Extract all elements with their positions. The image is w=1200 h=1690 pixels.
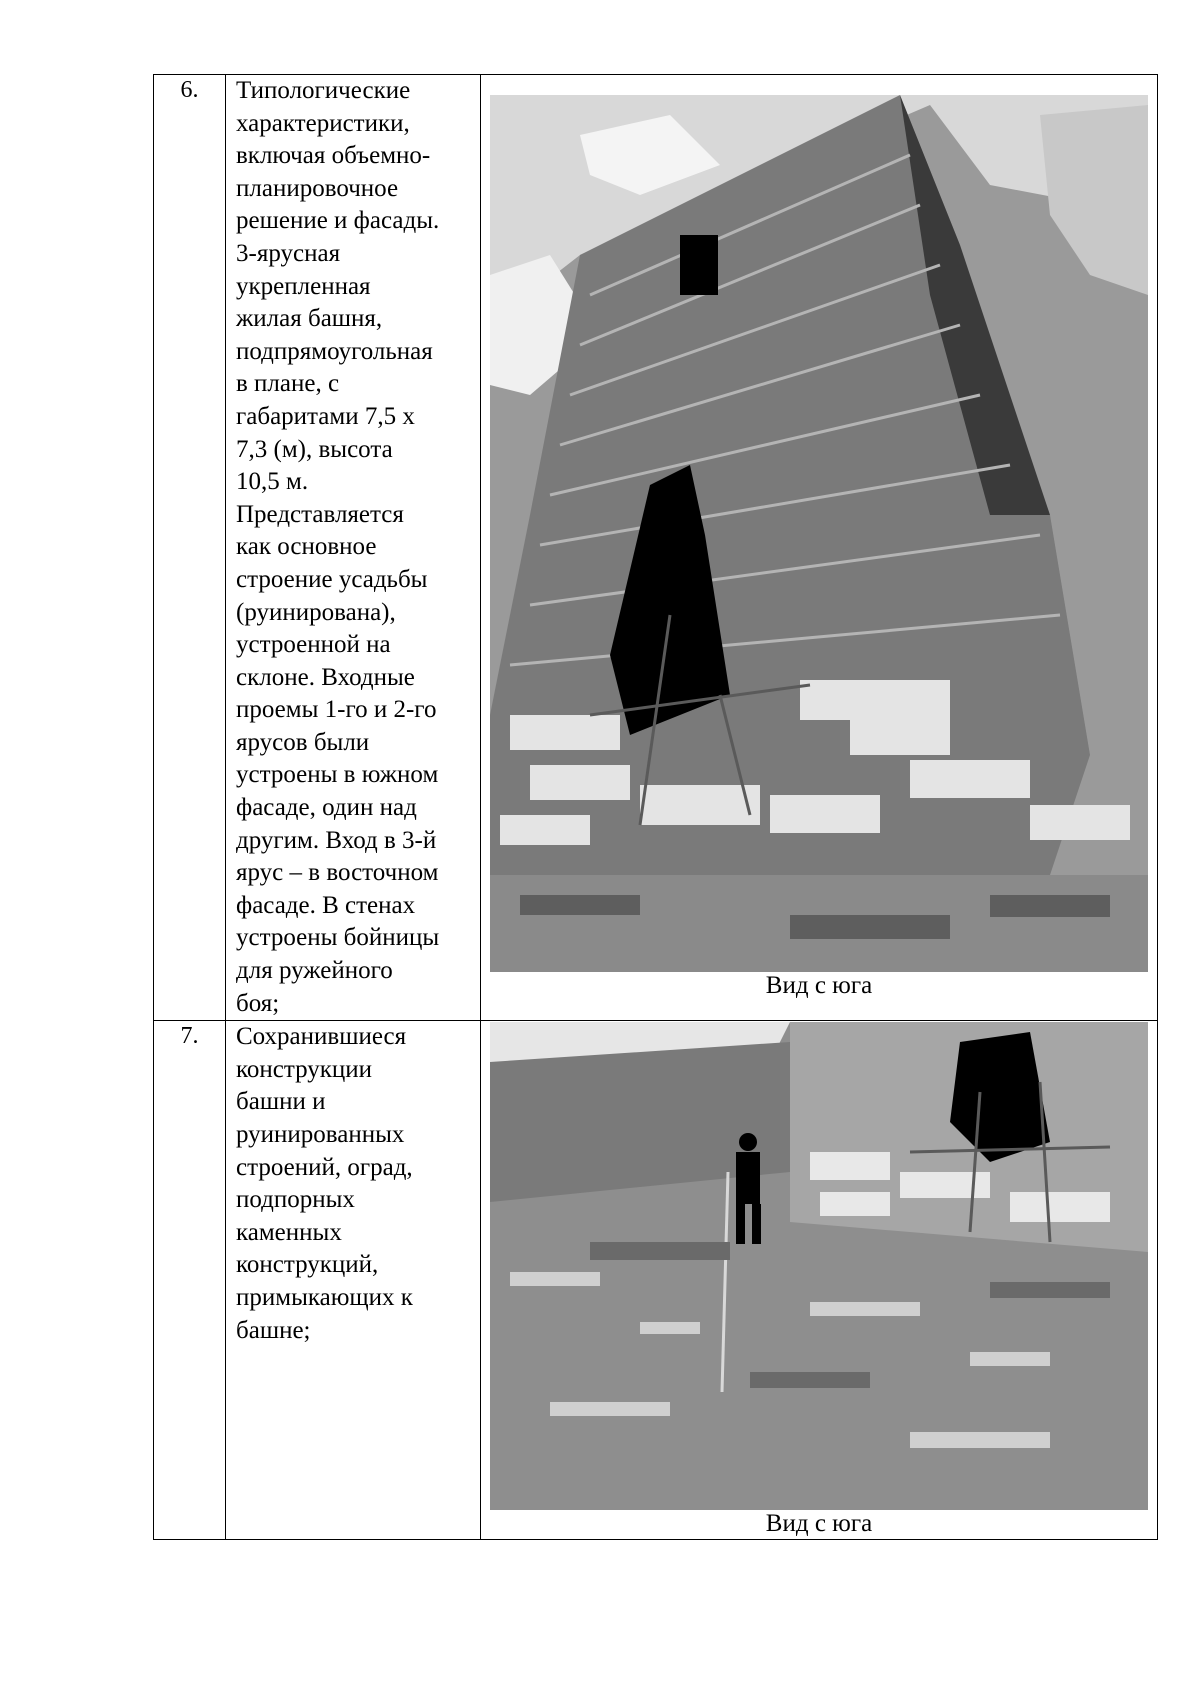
document-table bbox=[153, 74, 1158, 1540]
photo-cell bbox=[481, 1021, 1158, 1540]
photo-caption: Вид с юга bbox=[765, 972, 873, 999]
photo-cell bbox=[481, 75, 1158, 1021]
table-row bbox=[154, 1021, 1158, 1540]
tower-photo bbox=[490, 95, 1148, 972]
row-number: 7. bbox=[180, 1023, 199, 1050]
description-cell bbox=[226, 75, 481, 1021]
description-cell bbox=[226, 1021, 481, 1540]
photo-caption: Вид с юга bbox=[765, 1510, 873, 1538]
row-number-cell bbox=[154, 1021, 226, 1540]
row-number: 6. bbox=[180, 77, 199, 103]
row-description: Сохранившиеся конструкции башни и руинированных строений, оград, подпорных каменных конструкций, примыкающих к башне; bbox=[236, 1023, 413, 1344]
table-row bbox=[154, 75, 1158, 1021]
site-photo bbox=[490, 1022, 1148, 1510]
row-description: Типологические характеристики, включая объемно- планировочное решение и фасады. 3-ярусная укрепленная жилая башня, подпрямоугольная в плане, с габаритами 7,5 х 7,3 (м), высота 10,5 м. Представляется как основное строение усадьбы (руинирована), устроенной на склоне. Входные проемы 1-го и 2-го ярусов были устроены в южном фасаде, один над другим. Вход в 3-й ярус – в восточном фасаде. В стенах устроены бойницы для ружейного боя; bbox=[236, 77, 440, 1017]
row-number-cell bbox=[154, 75, 226, 1021]
